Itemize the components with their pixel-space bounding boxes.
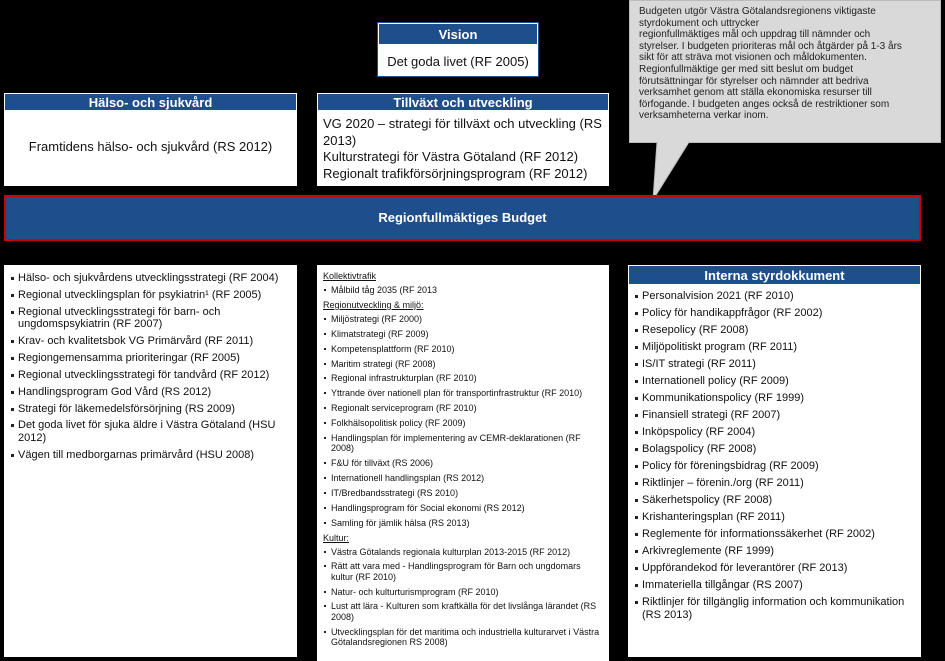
- budget-bar: Regionfullmäktiges Budget: [4, 195, 921, 241]
- list-item: Handlingsprogram God Vård (RS 2012): [10, 386, 293, 398]
- callout-line: förutsättningar för styrelser och nämnder att bedriva: [639, 75, 869, 87]
- list-item: Klimatstrategi (RF 2009): [323, 329, 605, 339]
- list-item: Uppförandekod för leverantörer (RF 2013): [634, 562, 917, 575]
- list-item: Kommunikationspolicy (RF 1999): [634, 392, 917, 405]
- list-item: Handlingsplan för implementering av CEMR-deklarationen (RF 2008): [323, 433, 605, 453]
- list-item: Miljöstrategi (RF 2000): [323, 314, 605, 324]
- halso-sjukvard-documents: [4, 265, 297, 657]
- list-item: Yttrande över nationell plan för transportinfrastruktur (RF 2010): [323, 388, 605, 398]
- list-item: Riktlinjer för tillgänglig information och kommunikation (RS 2013): [634, 596, 917, 622]
- tillvaxt-item: Regionalt trafikförsörjningsprogram (RF 2012): [323, 165, 588, 181]
- list-item: Västra Götalands regionala kulturplan 2013-2015 (RF 2012): [323, 547, 605, 557]
- tillvaxt-title: Tillväxt och utveckling: [317, 93, 609, 111]
- list-item: Immateriella tillgångar (RS 2007): [634, 579, 917, 592]
- list-item: Kompetensplattform (RF 2010): [323, 344, 605, 354]
- category-regionutveckling: Regionutveckling & miljö:: [323, 299, 424, 310]
- callout-line: verksamhet genom att ställa ekonomiska resurser till: [639, 87, 872, 99]
- list-item: IS/IT strategi (RF 2011): [634, 358, 917, 371]
- callout-line: regionfullmäktiges mål och uppdrag till nämnder och: [639, 29, 871, 41]
- list-item: Det goda livet för sjuka äldre i Västra Götaland (HSU 2012): [10, 419, 293, 444]
- interna-styrdokument: [628, 265, 921, 657]
- list-item: Rätt att vara med - Handlingsprogram för Barn och ungdomars kultur (RF 2010): [323, 561, 605, 581]
- list-item: Finansiell strategi (RF 2007): [634, 409, 917, 422]
- list-item: Personalvision 2021 (RF 2010): [634, 290, 917, 303]
- callout-line: Regionfullmäktige ger med sitt beslut om budget: [639, 63, 854, 75]
- list-item: Regional utvecklingsstrategi för barn- och ungdomspsykiatrin (RF 2007): [10, 306, 293, 331]
- list-item: Regional utvecklingsstrategi för tandvård (RF 2012): [10, 369, 293, 381]
- list-item: Utvecklingsplan för det maritima och industriella kulturarvet i Västra Götalandsregionen RS 2008): [323, 627, 605, 647]
- list-item: Inköpspolicy (RF 2004): [634, 426, 917, 439]
- tillvaxt-item: VG 2020 – strategi för tillväxt och utveckling (RS 2013): [323, 116, 602, 148]
- tillvaxt-box: [317, 93, 609, 186]
- callout-line: sikt för att sträva mot visionen och måldokumenten.: [639, 52, 867, 64]
- list-item: Miljöpolitiskt program (RF 2011): [634, 341, 917, 354]
- halso-sjukvard-box: [4, 93, 297, 186]
- tillvaxt-documents: [317, 265, 609, 661]
- budget-callout: [629, 0, 941, 143]
- list-item: Regional infrastrukturplan (RF 2010): [323, 373, 605, 383]
- halso-sjukvard-text: Framtidens hälso- och sjukvård (RS 2012): [28, 139, 273, 154]
- list-item: Maritim strategi (RF 2008): [323, 359, 605, 369]
- list-item: Krishanteringsplan (RF 2011): [634, 511, 917, 524]
- list-item: IT/Bredbandsstrategi (RS 2010): [323, 488, 605, 498]
- list-item: Handlingsprogram för Social ekonomi (RS 2012): [323, 503, 605, 513]
- list-item: F&U för tillväxt (RS 2006): [323, 458, 605, 468]
- callout-line: Budgeten utgör Västra Götalandsregionens viktigaste: [639, 6, 876, 17]
- callout-line: förfogande. I budgeten anges också de restriktioner som: [639, 98, 890, 110]
- vision-box: [377, 22, 539, 77]
- list-item: Riktlinjer – förenin./org (RF 2011): [634, 477, 917, 490]
- vision-title: Vision: [378, 23, 538, 45]
- category-kollektivtrafik: Kollektivtrafik: [323, 271, 377, 281]
- list-item: Policy för föreningsbidrag (RF 2009): [634, 460, 917, 473]
- halso-sjukvard-title: Hälso- och sjukvård: [4, 93, 297, 111]
- list-item: Hälso- och sjukvårdens utvecklingsstrategi (RF 2004): [10, 272, 293, 284]
- list-item: Regionalt serviceprogram (RF 2010): [323, 403, 605, 413]
- list-item: Policy för handikappfrågor (RF 2002): [634, 307, 917, 320]
- list-item: Reglemente för informationssäkerhet (RF 2002): [634, 528, 917, 541]
- callout-line: styrelser. I budgeten prioriteras mål och åtgärder på 1-3 års: [639, 40, 902, 52]
- callout-pointer: [645, 142, 705, 202]
- list-item: Regional utvecklingsplan för psykiatrin¹ (RF 2005): [10, 289, 293, 301]
- tillvaxt-item: Kulturstrategi för Västra Götaland (RF 2012): [323, 149, 579, 164]
- list-item: Vägen till medborgarnas primärvård (HSU 2008): [10, 449, 293, 461]
- list-item: Internationell policy (RF 2009): [634, 375, 917, 388]
- callout-line: verksamheterna verkar inom.: [639, 110, 769, 122]
- tillvaxt-list: [317, 111, 609, 182]
- interna-title: Interna styrdokkument: [628, 265, 921, 285]
- callout-line: styrdokument och uttrycker: [639, 17, 760, 29]
- list-item: Strategi för läkemedelsförsörjning (RS 2009): [10, 403, 293, 415]
- list-item: Krav- och kvalitetsbok VG Primärvård (RF 2011): [10, 335, 293, 347]
- list-item: Bolagspolicy (RF 2008): [634, 443, 917, 456]
- category-kultur: Kultur:: [323, 532, 350, 543]
- vision-text: Det goda livet (RF 2005): [387, 54, 529, 69]
- list-item: Lust att lära - Kulturen som kraftkälla för det livslånga lärandet (RS 2008): [323, 601, 605, 621]
- list-item: Säkerhetspolicy (RF 2008): [634, 494, 917, 507]
- list-item: Natur- och kulturturismprogram (RF 2010): [323, 587, 605, 597]
- list-item: Resepolicy (RF 2008): [634, 324, 917, 337]
- list-item: Målbild tåg 2035 (RF 2013: [323, 285, 605, 295]
- list-item: Internationell handlingsplan (RS 2012): [323, 473, 605, 483]
- list-item: Samling för jämlik hälsa (RS 2013): [323, 518, 605, 528]
- list-item: Regiongemensamma prioriteringar (RF 2005): [10, 352, 293, 364]
- list-item: Arkivreglemente (RF 1999): [634, 545, 917, 558]
- list-item: Folkhälsopolitisk policy (RF 2009): [323, 418, 605, 428]
